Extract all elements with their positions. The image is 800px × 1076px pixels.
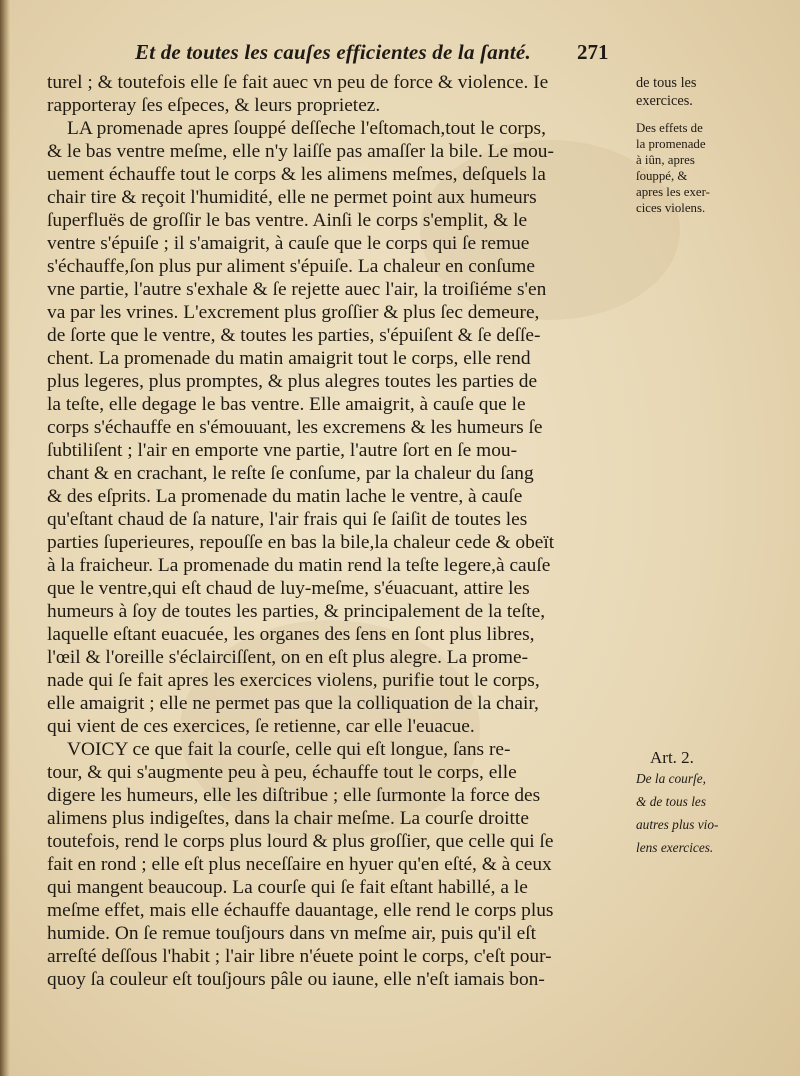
page-header xyxy=(0,40,800,70)
text-line: s'échauffe,ſon plus pur aliment s'épuiſe. La chaleur en conſume xyxy=(47,256,535,277)
margin-note-course xyxy=(636,767,796,859)
margin-note-line: cices violens. xyxy=(636,200,706,215)
text-line: que le ventre,qui eſt chaud de luy-meſme, s'éuacuant, attire les xyxy=(47,578,530,599)
margin-note-exercises xyxy=(636,74,796,110)
text-line: arreſté deſſous l'habit ; l'air libre n'éuete point le corps, c'eſt pour- xyxy=(47,946,552,967)
text-line: ventre s'épuiſe ; il s'amaigrit, à cauſe que le corps qui ſe remue xyxy=(47,233,530,254)
text-line: alimens plus indigeſtes, dans la chair meſme. La courſe droitte xyxy=(47,808,529,829)
margin-note-line: & de tous les xyxy=(636,794,707,809)
page-edge-shadow xyxy=(0,0,10,1076)
text-line: toutefois, rend le corps plus lourd & plus groſſier, que celle qui ſe xyxy=(47,831,554,852)
text-line: meſme effet, mais elle échauffe dauantage, elle rend le corps plus xyxy=(47,900,554,921)
text-line: humide. On ſe remue touſjours dans vn meſme air, puis qu'il eſt xyxy=(47,923,537,944)
margin-note-line: lens exercices. xyxy=(636,840,714,855)
text-line: vne partie, l'autre s'exhale & ſe rejette auec l'air, la troiſiéme s'en xyxy=(47,279,547,300)
text-line: uement échauffe tout le corps & les alimens meſmes, deſquels la xyxy=(47,164,546,185)
text-line: digere les humeurs, elle les diſtribue ; elle ſurmonte la force des xyxy=(47,785,541,806)
margin-note-line: apres les exer- xyxy=(636,184,710,199)
article-label: Art. 2. xyxy=(650,748,694,767)
text-line: laquelle eſtant euacuée, les organes des ſens en ſont plus libres, xyxy=(47,624,535,645)
text-line: parties ſuperieures, repouſſe en bas la bile,la chaleur cede & obeït xyxy=(47,532,555,553)
text-line: qu'eſtant chaud de ſa nature, l'air frais qui ſe ſaiſit de toutes les xyxy=(47,509,528,530)
text-line: quoy ſa couleur eſt touſjours pâle ou iaune, elle n'eſt iamais bon- xyxy=(47,969,545,990)
running-title: Et de toutes les cauſes efficientes de la ſanté. xyxy=(135,40,531,64)
text-line: turel ; & toutefois elle ſe fait auec vn peu de force & violence. Ie xyxy=(47,72,549,93)
text-line: tour, & qui s'augmente peu à peu, échauffe tout le corps, elle xyxy=(47,762,517,783)
text-line: ſubtiliſent ; l'air en emporte vne partie, l'autre ſort en ſe mou- xyxy=(47,440,518,461)
text-line: humeurs à ſoy de toutes les parties, & principalement de la teſte, xyxy=(47,601,546,622)
text-line: chent. La promenade du matin amaigrit tout le corps, elle rend xyxy=(47,348,531,369)
body-text xyxy=(47,71,632,991)
margin-note-promenade xyxy=(636,120,796,216)
text-line: chair tire & reçoit l'humidité, elle ne permet point aux humeurs xyxy=(47,187,537,208)
margin-note-line: exercices. xyxy=(636,93,693,109)
text-line: qui vient de ces exercices, ſe retienne, car elle l'euacue. xyxy=(47,716,475,737)
text-line: nade qui ſe fait apres les exercices violens, purifie tout le corps, xyxy=(47,670,540,691)
text-line: de ſorte que le ventre, & toutes les parties, s'épuiſent & ſe deſſe- xyxy=(47,325,541,346)
margin-note-line: ſouppé, & xyxy=(636,168,688,183)
text-line: elle amaigrit ; elle ne permet pas que la colliquation de la chair, xyxy=(47,693,539,714)
text-line: l'œil & l'oreille s'éclairciſſent, on en eſt plus alegre. La prome- xyxy=(47,647,529,668)
text-line: fait en rond ; elle eſt plus neceſſaire en hyuer qu'en eſté, & à ceux xyxy=(47,854,552,875)
text-line: la teſte, elle degage le bas ventre. Elle amaigrit, à cauſe que le xyxy=(47,394,526,415)
text-line: & le bas ventre meſme, elle n'y laiſſe pas amaſſer la bile. Le mou- xyxy=(47,141,554,162)
text-line: plus legeres, plus promptes, & plus alegres toutes les parties de xyxy=(47,371,538,392)
page-number: 271 xyxy=(577,40,609,64)
text-line: ſuperfluës de groſſir le bas ventre. Ainſi le corps s'emplit, & le xyxy=(47,210,528,231)
margin-note-article xyxy=(636,748,796,768)
text-line: qui mangent beaucoup. La courſe qui ſe fait eſtant habillé, a le xyxy=(47,877,528,898)
text-line: & des eſprits. La promenade du matin lache le ventre, à cauſe xyxy=(47,486,523,507)
text-line: va par les vrines. L'excrement plus groſſier & plus ſec demeure, xyxy=(47,302,540,323)
text-line: à la fraicheur. La promenade du matin rend la teſte legere,à cauſe xyxy=(47,555,551,576)
margin-note-line: de tous les xyxy=(636,75,697,91)
text-line: corps s'échauffe en s'émouuant, les excremens & les humeurs ſe xyxy=(47,417,543,438)
margin-note-line: Des effets de xyxy=(636,120,703,135)
margin-note-line: la promenade xyxy=(636,136,706,151)
text-line: rapporteray ſes eſpeces, & leurs proprietez. xyxy=(47,95,381,116)
margin-note-line: autres plus vio- xyxy=(636,817,719,832)
margin-note-line: De la courſe, xyxy=(636,771,707,786)
text-line: LA promenade apres ſouppé deſſeche l'eſtomach,tout le corps, xyxy=(67,118,546,139)
text-line: VOICY ce que fait la courſe, celle qui eſt longue, ſans re- xyxy=(67,739,511,760)
margin-note-line: à iûn, apres xyxy=(636,152,695,167)
text-line: chant & en crachant, le reſte ſe conſume, par la chaleur du ſang xyxy=(47,463,534,484)
